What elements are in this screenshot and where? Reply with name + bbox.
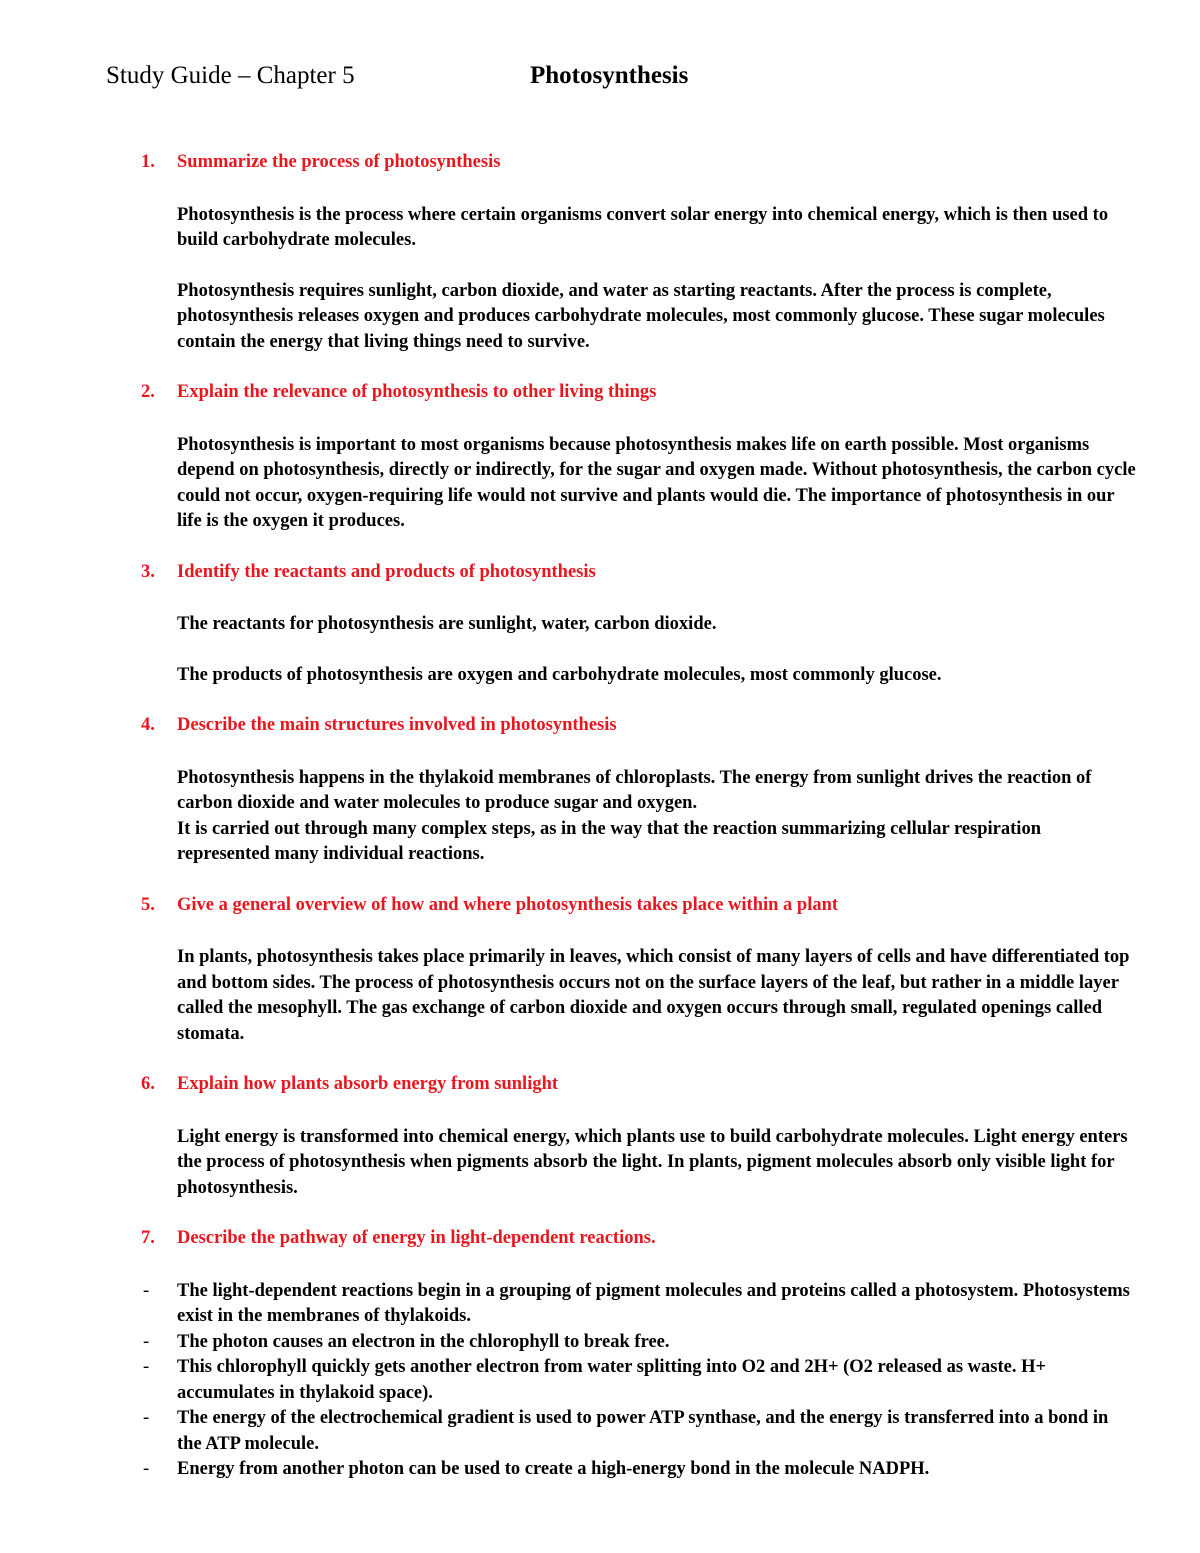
bullet-item (0, 1457, 1137, 1483)
bullet-dash: - (143, 1459, 150, 1479)
question-number: 6. (141, 1074, 155, 1094)
bullet-list (0, 1279, 1200, 1483)
bullet-dash: - (143, 1357, 150, 1377)
question-text: Describe the pathway of energy in light-dependent reactions. (177, 1228, 656, 1248)
section-5 (0, 893, 1200, 1048)
section-4 (0, 713, 1200, 868)
bullet-dash: - (143, 1280, 150, 1301)
answer-paragraph: Photosynthesis is important to most organisms because photosynthesis makes life on earth possible. Most organisms depend on photosynthesis, directly or indirectly, for the sugar and oxygen made. Without photosynthesis, the carbon cycle could not occur, oxygen-requiring life would not survive and plants would die. The importance of photosynthesis in our life is the oxygen it produces. (177, 434, 1136, 531)
question-number: 5. (141, 894, 155, 915)
question-text: Describe the main structures involved in photosynthesis (177, 715, 617, 735)
question-heading (0, 380, 1200, 406)
bullet-item (0, 1330, 1137, 1356)
document-topic: Photosynthesis (530, 62, 689, 89)
question-heading (0, 1226, 1200, 1252)
question-heading (0, 713, 1200, 739)
answer-paragraph: Photosynthesis is the process where certain organisms convert solar energy into chemical energy, which is then used to build carbohydrate molecules. (177, 204, 1109, 250)
bullet-text: The energy of the electrochemical gradient is used to power ATP synthase, and the energy is transferred into a bond in the ATP molecule. (177, 1408, 1109, 1454)
question-heading (0, 150, 1200, 176)
bullet-text: The light-dependent reactions begin in a grouping of pigment molecules and proteins called a photosystem. Photosystems exist in the membranes of thylakoids. (177, 1280, 1130, 1326)
bullet-dash: - (143, 1408, 150, 1428)
section-1 (0, 150, 1200, 355)
document-title: Study Guide – Chapter 5 (106, 62, 355, 89)
section-7 (0, 1226, 1200, 1483)
question-text: Identify the reactants and products of photosynthesis (177, 561, 596, 582)
question-number: 2. (141, 382, 155, 402)
bullet-dash: - (143, 1331, 150, 1352)
question-number: 4. (141, 715, 155, 735)
answer-paragraph: Light energy is transformed into chemical energy, which plants use to build carbohydrate molecules. Light energy enters the process of photosynthesis when pigments absorb the light. In plants, pigment molecules absorb only visible light for photosynthesis. (177, 1126, 1128, 1198)
question-number: 3. (141, 561, 155, 582)
question-text: Give a general overview of how and where photosynthesis takes place within a plant (177, 894, 839, 915)
section-2 (0, 380, 1200, 535)
question-number: 7. (141, 1228, 155, 1248)
question-text: Explain the relevance of photosynthesis to other living things (177, 382, 657, 402)
answer-paragraph: Photosynthesis requires sunlight, carbon dioxide, and water as starting reactants. After the process is complete, photosynthesis releases oxygen and produces carbohydrate molecules, most commonly glucose. These sugar molecules contain the energy that living things need to survive. (177, 280, 1105, 352)
answer-paragraph: The reactants for photosynthesis are sunlight, water, carbon dioxide. (177, 614, 717, 634)
bullet-item (0, 1279, 1137, 1330)
bullet-text: Energy from another photon can be used to create a high-energy bond in the molecule NADPH. (177, 1459, 930, 1479)
question-heading (0, 893, 1200, 919)
question-heading (0, 1072, 1200, 1098)
bullet-text: The photon causes an electron in the chlorophyll to break free. (177, 1331, 670, 1352)
answer-paragraph: The products of photosynthesis are oxygen and carbohydrate molecules, most commonly glucose. (177, 664, 942, 685)
question-text: Summarize the process of photosynthesis (177, 152, 501, 172)
bullet-text: This chlorophyll quickly gets another electron from water splitting into O2 and 2H+ (O2 released as waste. H+ accumulates in thylakoid space). (177, 1357, 1047, 1403)
question-text: Explain how plants absorb energy from sunlight (177, 1074, 559, 1094)
answer-paragraph: It is carried out through many complex steps, as in the way that the reaction summarizing cellular respiration represented many individual reactions. (177, 818, 1041, 864)
answer-paragraph: Photosynthesis happens in the thylakoid membranes of chloroplasts. The energy from sunlight drives the reaction of carbon dioxide and water molecules to produce sugar and oxygen. (177, 767, 1092, 813)
answer-paragraph: In plants, photosynthesis takes place primarily in leaves, which consist of many layers of cells and have differentiated top and bottom sides. The process of photosynthesis occurs not on the surface layers of the leaf, but rather in a middle layer called the mesophyll. The gas exchange of carbon dioxide and oxygen occurs through small, regulated openings called stomata. (177, 947, 1130, 1044)
bullet-item (0, 1406, 1137, 1457)
study-guide-content (0, 150, 1200, 1483)
bullet-item (0, 1355, 1137, 1406)
section-6 (0, 1072, 1200, 1201)
document-header (106, 62, 1106, 98)
question-heading (0, 560, 1200, 586)
question-number: 1. (141, 152, 155, 172)
section-3 (0, 560, 1200, 689)
